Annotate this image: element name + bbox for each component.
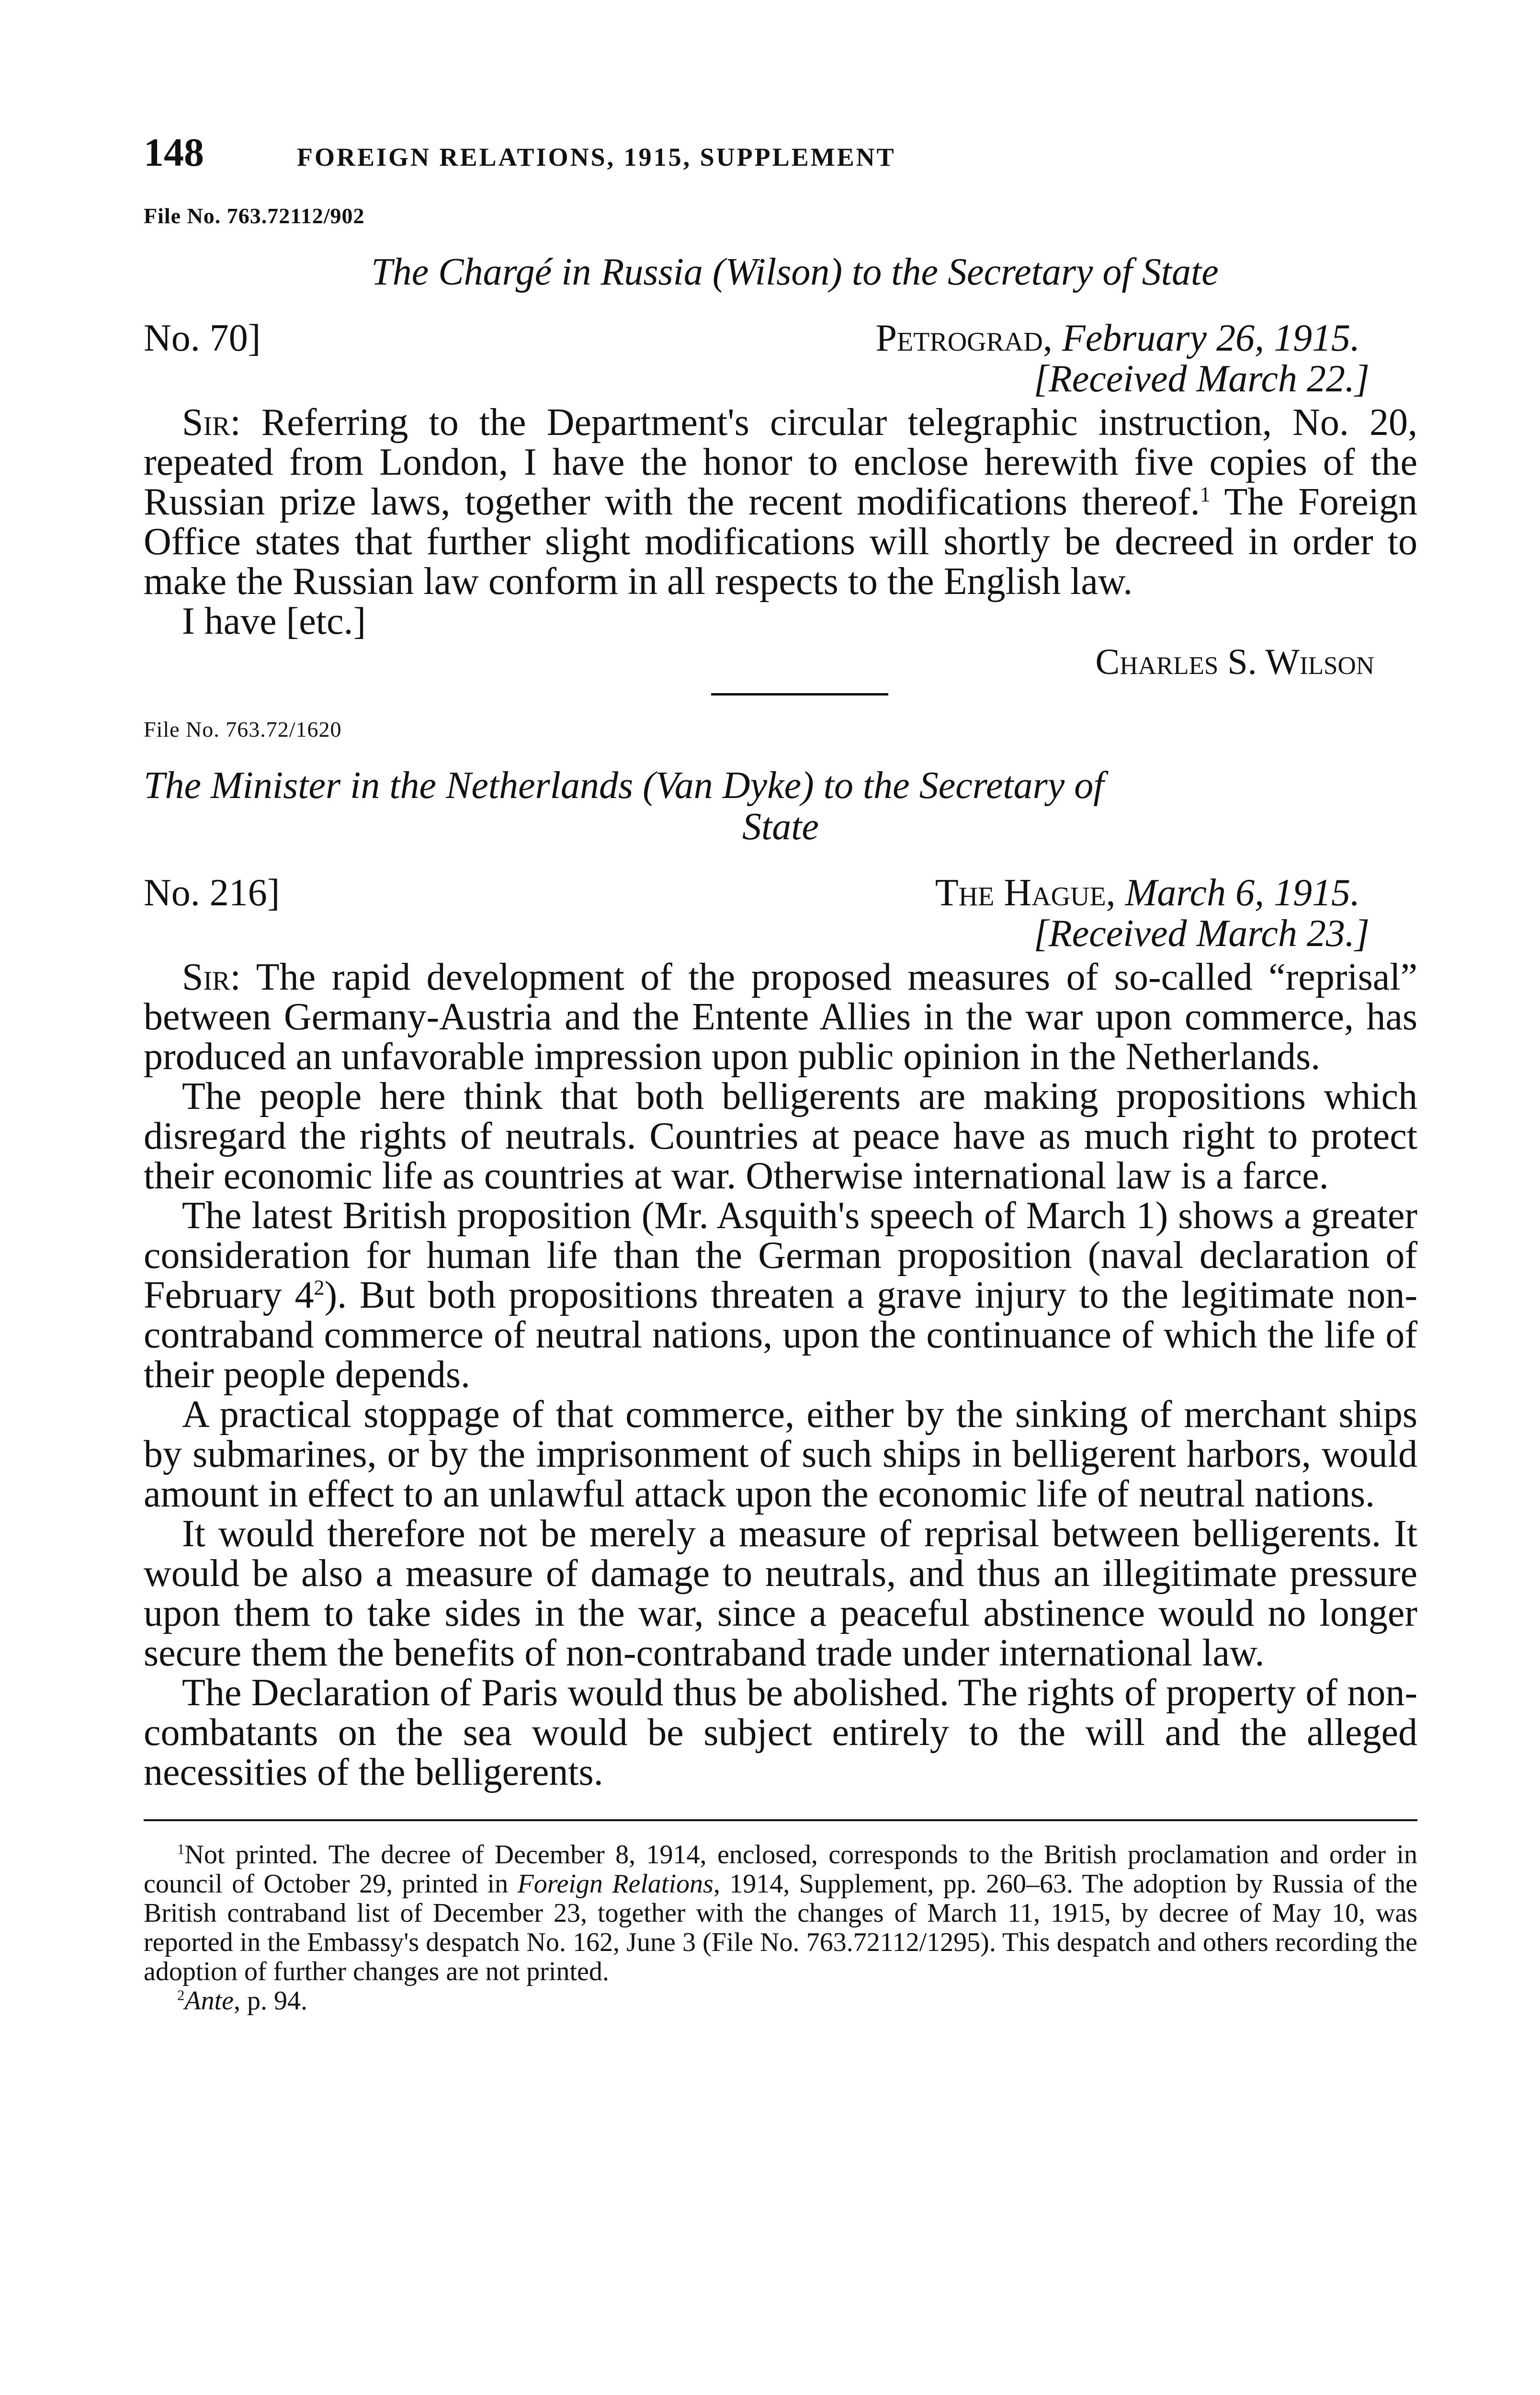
closing: I have [etc.] [182,600,366,642]
body-text: : Referring to the Department's circular telegraphic instruction, No. 20, repeated from London, I have the honor to enclose herewith five copies of the Russian prize laws, together with the recent modifications thereof. [144,401,1417,523]
footnotes [144,1840,1417,2016]
paragraph-text-cont: ). But both propositions threaten a grave injury to the legitimate non-contraband commerce of neutral nations, upon the continuance of which the life of their people depends. [144,1274,1417,1396]
file-number: File No. 763.72/1620 [144,717,342,741]
document-title [144,765,1417,847]
footnote-text-cont: , 1914, Supplement, pp. 260–63. The adoption by Russia of the British contraband list of December 23, together with the changes of March 11, 1915, by decree of May 10, was reported in the Embassy's despatch No. 162, June 3 (File No. 763.72112/1295). This despatch and others recording the adoption of further changes are not printed. [144,1869,1418,1986]
footnote-italic: Foreign Relations [517,1869,713,1899]
despatch-number: No. 216] [144,872,280,914]
paragraph: The Declaration of Paris would thus be abolished. The rights of property of non-combatants on the sea would be subject entirely to the will and the alleged necessities of the belligerents. [144,1672,1417,1793]
salutation: Sir [182,401,230,444]
footnote-ref: 2 [314,1276,325,1300]
date: March 6, 1915. [1125,872,1360,914]
footnote-rule [144,1819,1417,1821]
title-line-1: The Minister in the Netherlands (Van Dyke) to the Secretary of [144,764,1104,807]
received-date: [Received March 23.] [1033,912,1370,955]
paragraph [144,958,1417,1077]
dateline [144,872,1417,913]
footnote-mark: 1 [177,1841,185,1858]
document-title: The Chargé in Russia (Wilson) to the Secretary of State [371,251,1219,293]
letter-body [144,403,1417,602]
signature: Charles S. Wilson [1095,642,1374,682]
date: February 26, 1915. [1062,317,1360,359]
body-text-cont: The Foreign Office states that further slight modifications will shortly be decreed in order to make the Russian law conform in all respects to the English law. [144,481,1417,603]
received-date: [Received March 22.] [1033,358,1370,400]
place-date [935,872,1417,913]
place-date [875,318,1417,359]
running-head [144,129,1417,182]
paragraph-text: The latest British proposition (Mr. Asquith's speech of March 1) shows a greater consideration for human life than the German proposition (naval declaration of February 4 [144,1195,1417,1316]
section-divider [711,693,888,696]
paragraph: It would therefore not be merely a measure of reprisal between belligerents. It would be also a measure of damage to neutrals, and thus an illegitimate pressure upon them to take sides in the war, since a peaceful abstinence would no longer secure them the benefits of non-contraband trade under international law. [144,1513,1417,1674]
paragraph [144,1196,1417,1395]
footnote-text: Not printed. The decree of December 8, 1914, enclosed, corresponds to the British proclamation and order in council of October 29, printed in [144,1840,1417,1899]
paragraph: A practical stoppage of that commerce, either by the sinking of merchant ships by submarines, or by the imprisonment of such ships in belligerent harbors, would amount in effect to an unlawful attack upon the economic life of neutral nations. [144,1393,1417,1515]
footnote [144,1840,1417,1986]
title-line-2: State [742,806,819,848]
paragraph-text: : The rapid development of the proposed measures of so-called “reprisal” between Germany-Austria and the Entente Allies in the war upon commerce, has produced an unfavorable impression upon public opinion in the Netherlands. [144,956,1417,1078]
running-title: FOREIGN RELATIONS, 1915, SUPPLEMENT [297,143,896,171]
page-number: 148 [144,130,204,175]
salutation: Sir [182,956,230,998]
footnote-italic: Ante [184,1986,234,2016]
paragraph: The people here think that both belligerents are making propositions which disregard the rights of neutrals. Countries at peace have as much right to protect their economic life as countries at war. Otherwise international law is a farce. [144,1075,1417,1197]
file-number: File No. 763.72112/902 [144,204,365,228]
despatch-number: No. 70] [144,317,261,359]
dateline [144,318,1417,359]
footnote-ref: 1 [1200,482,1211,506]
footnote-mark: 2 [177,1987,185,2004]
document-page [144,129,1417,2016]
footnote [144,1986,1417,2016]
place: Petrograd, [875,317,1053,359]
footnote-text-cont: , p. 94. [234,1986,308,2016]
place: The Hague, [935,872,1116,914]
